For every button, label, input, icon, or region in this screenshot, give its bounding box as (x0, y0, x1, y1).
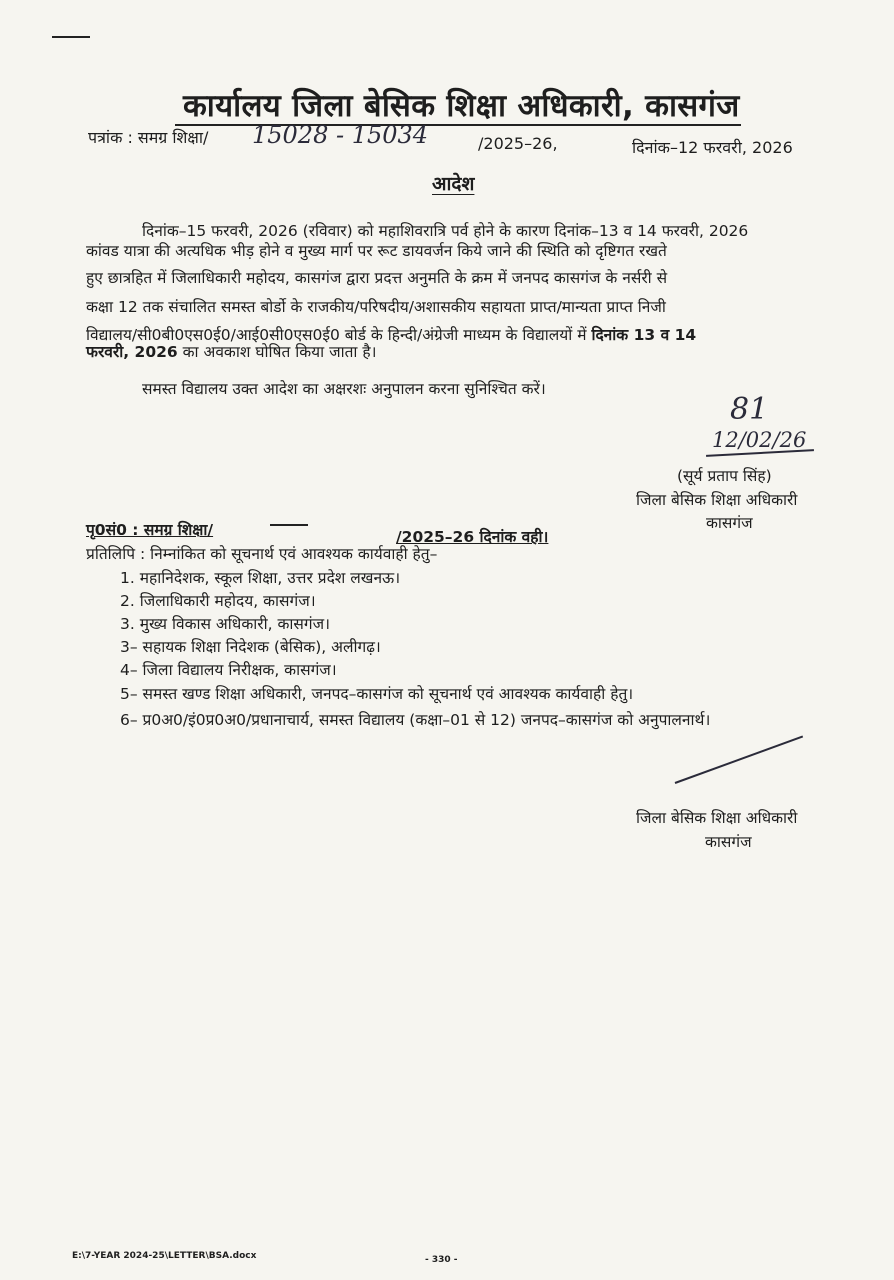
copy-item-4: 3– सहायक शिक्षा निदेशक (बेसिक), अलीगढ़। (120, 638, 381, 656)
second-signature-stroke (675, 736, 803, 784)
signatory-name: (सूर्य प्रताप सिंह) (677, 467, 772, 485)
footer-page-number: - 330 - (425, 1255, 458, 1265)
copy-item-7: 6– प्र0अ0/इं0प्र0अ0/प्रधानाचार्य, समस्त विद्यालय (कक्षा–01 से 12) जनपद–कासगंज को अनुपालनार्थ। (120, 711, 711, 729)
office-title: कार्यालय जिला बेसिक शिक्षा अधिकारी, कासगंज (183, 88, 740, 124)
copy-item-3: 3. मुख्य विकास अधिकारी, कासगंज। (120, 615, 330, 633)
copy-reference: पृ0सं0 : समग्र शिक्षा/ (86, 521, 214, 539)
order-line-4: कक्षा 12 तक संचालित समस्त बोर्डो के राजकीय/परिषदीय/अशासकीय सहायता प्राप्त/मान्यता प्राप्त निजी (86, 298, 666, 316)
order-line-6 (86, 337, 376, 367)
reference-number-handwritten: 15028 - 15034 (252, 121, 429, 149)
copy-item-2: 2. जिलाधिकारी महोदय, कासगंज। (120, 592, 316, 610)
second-signatory-place: कासगंज (705, 833, 752, 851)
copy-reference-year-date: /2025–26 दिनांक वही। (396, 528, 549, 546)
copy-item-5: 4– जिला विद्यालय निरीक्षक, कासगंज। (120, 661, 337, 679)
compliance-instruction: समस्त विद्यालय उक्त आदेश का अक्षरशः अनुपालन करना सुनिश्चित करें। (142, 380, 546, 398)
copy-item-1: 1. महानिदेशक, स्कूल शिक्षा, उत्तर प्रदेश लखनऊ। (120, 569, 401, 587)
holiday-dates-bold-1: दिनांक 13 व 14 (591, 326, 697, 344)
order-line-1: दिनांक–15 फरवरी, 2026 (रविवार) को महाशिवरात्रि पर्व होने के कारण दिनांक–13 व 14 फरवरी, 2026 (142, 222, 749, 240)
copy-reference-blank-line (270, 524, 308, 526)
second-signatory-designation: जिला बेसिक शिक्षा अधिकारी (636, 809, 798, 827)
order-line-3: हुए छात्रहित में जिलाधिकारी महोदय, कासगंज द्वारा प्रदत्त अनुमति के क्रम में जनपद कासगंज के नर्सरी से (86, 269, 668, 287)
order-line-5-text: विद्यालय/सी0बी0एस0ई0/आई0सी0एस0ई0 बोर्ड के हिन्दी/अंग्रेजी माध्यम के विद्यालयों में (86, 326, 587, 344)
copy-item-6: 5– समस्त खण्ड शिक्षा अधिकारी, जनपद–कासगंज को सूचनार्थ एवं आवश्यक कार्यवाही हेतु। (120, 685, 634, 703)
order-line-6-text: का अवकाश घोषित किया जाता है। (182, 343, 377, 361)
reference-number-label: पत्रांक : समग्र शिक्षा/ (88, 128, 209, 147)
reference-year: /2025–26, (478, 134, 558, 153)
order-heading: आदेश (432, 173, 475, 195)
copy-intro: प्रतिलिपि : निम्नांकित को सूचनार्थ एवं आवश्यक कार्यवाही हेतु– (86, 545, 438, 563)
signatory-place: कासगंज (706, 514, 753, 532)
signature-initials: 81 (730, 392, 769, 427)
scan-mark-top-left (52, 36, 90, 38)
order-line-2: कांवड यात्रा की अत्यधिक भीड़ होने व मुख्य मार्ग पर रूट डायवर्जन किये जाने की स्थिति को दृष्टिगत रखते (86, 242, 667, 260)
letter-date: दिनांक–12 फरवरी, 2026 (632, 138, 793, 157)
signature-date: 12/02/26 (712, 428, 807, 452)
holiday-dates-bold-2: फरवरी, 2026 (86, 343, 178, 361)
footer-file-path: E:\7-YEAR 2024-25\LETTER\BSA.docx (72, 1251, 257, 1261)
signatory-designation: जिला बेसिक शिक्षा अधिकारी (636, 491, 798, 509)
